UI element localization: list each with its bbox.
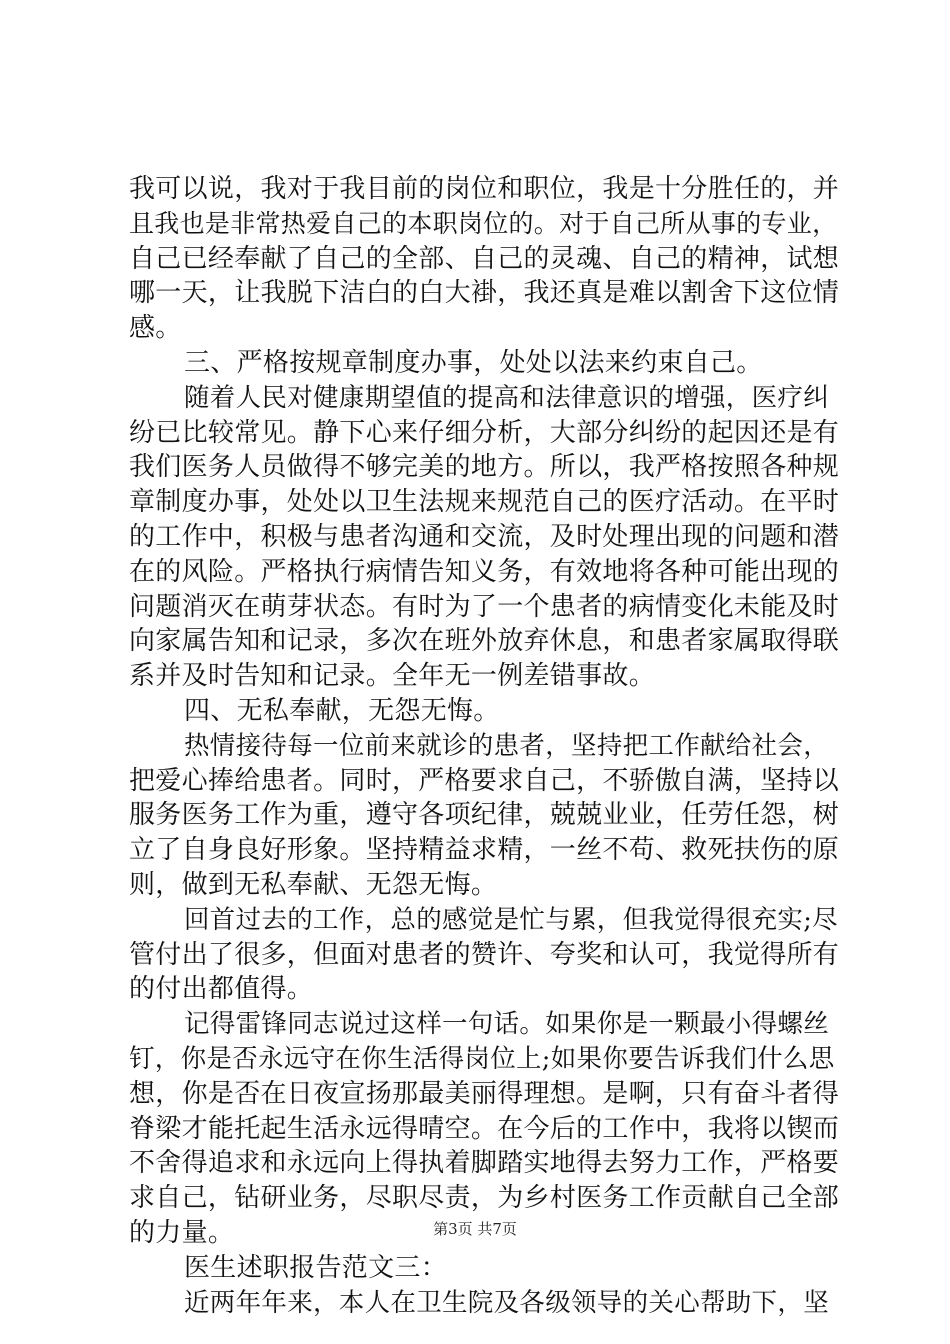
text-line: 四、无私奉献，无怨无悔。 xyxy=(184,695,500,726)
text-line: 求自己，钻研业务，尽职尽责，为乡村医务工作贡献自己全部 xyxy=(129,1183,840,1214)
text-line: 的付出都值得。 xyxy=(129,974,314,1005)
text-line: 立了自身良好形象。坚持精益求精，一丝不苟、救死扶伤的原 xyxy=(129,835,840,866)
text-line: 热情接待每一位前来就诊的患者，坚持把工作献给社会， xyxy=(184,730,830,761)
text-line: 记得雷锋同志说过这样一句话。如果你是一颗最小得螺丝 xyxy=(184,1009,830,1040)
text-line: 不舍得追求和永远向上得执着脚踏实地得去努力工作，严格要 xyxy=(129,1148,840,1179)
text-line: 把爱心捧给患者。同时，严格要求自己，不骄傲自满，坚持以 xyxy=(129,765,840,796)
text-line: 问题消灭在萌芽状态。有时为了一个患者的病情变化未能及时 xyxy=(129,591,840,622)
text-line: 随着人民对健康期望值的提高和法律意识的增强，医疗纠 xyxy=(184,382,830,413)
text-line: 我可以说，我对于我目前的岗位和职位，我是十分胜任的，并 xyxy=(129,174,840,204)
text-line: 且我也是非常热爱自己的本职岗位的。对于自己所从事的专业， xyxy=(129,208,838,238)
text-line: 回首过去的工作，总的感觉是忙与累，但我觉得很充实;尽 xyxy=(184,904,838,935)
document-body xyxy=(129,172,841,1320)
text-line: 的力量。 xyxy=(129,1217,235,1248)
text-line: 哪一天，让我脱下洁白的白大褂，我还真是难以割舍下这位情 xyxy=(129,278,840,309)
text-line: 纷已比较常见。静下心来仔细分析，大部分纠纷的起因还是有 xyxy=(129,417,840,448)
text-line: 服务医务工作为重，遵守各项纪律，兢兢业业，任劳任怨，树 xyxy=(129,800,840,831)
text-line: 章制度办事，处处以卫生法规来规范自己的医疗活动。在平时 xyxy=(129,487,840,518)
text-line: 向家属告知和记录，多次在班外放弃休息，和患者家属取得联 xyxy=(129,626,840,657)
text-line: 自己已经奉献了自己的全部、自己的灵魂、自己的精神，试想 xyxy=(129,243,840,274)
text-line: 钉，你是否永远守在你生活得岗位上;如果你要告诉我们什么思 xyxy=(129,1043,835,1074)
text-line: 在的风险。严格执行病情告知义务，有效地将各种可能出现的 xyxy=(129,556,840,587)
text-line: 脊梁才能托起生活永远得晴空。在今后的工作中，我将以锲而 xyxy=(129,1113,840,1144)
text-line: 感。 xyxy=(129,313,182,344)
text-line: 医生述职报告范文三： xyxy=(184,1252,448,1283)
text-line: 三、严格按规章制度办事，处处以法来约束自己。 xyxy=(184,347,763,378)
text-line: 我们医务人员做得不够完美的地方。所以，我严格按照各种规 xyxy=(129,452,840,483)
text-line: 近两年年来，本人在卫生院及各级领导的关心帮助下，坚 xyxy=(184,1287,830,1318)
page-footer: 第3页 共7页 xyxy=(433,1220,517,1238)
text-line: 则，做到无私奉献、无怨无悔。 xyxy=(129,869,498,900)
text-line: 系并及时告知和记录。全年无一例差错事故。 xyxy=(129,661,656,692)
text-line: 的工作中，积极与患者沟通和交流，及时处理出现的问题和潜 xyxy=(129,521,840,552)
text-line: 想，你是否在日夜宣扬那最美丽得理想。是啊，只有奋斗者得 xyxy=(129,1078,840,1109)
text-line: 管付出了很多，但面对患者的赞许、夸奖和认可，我觉得所有 xyxy=(129,939,840,970)
